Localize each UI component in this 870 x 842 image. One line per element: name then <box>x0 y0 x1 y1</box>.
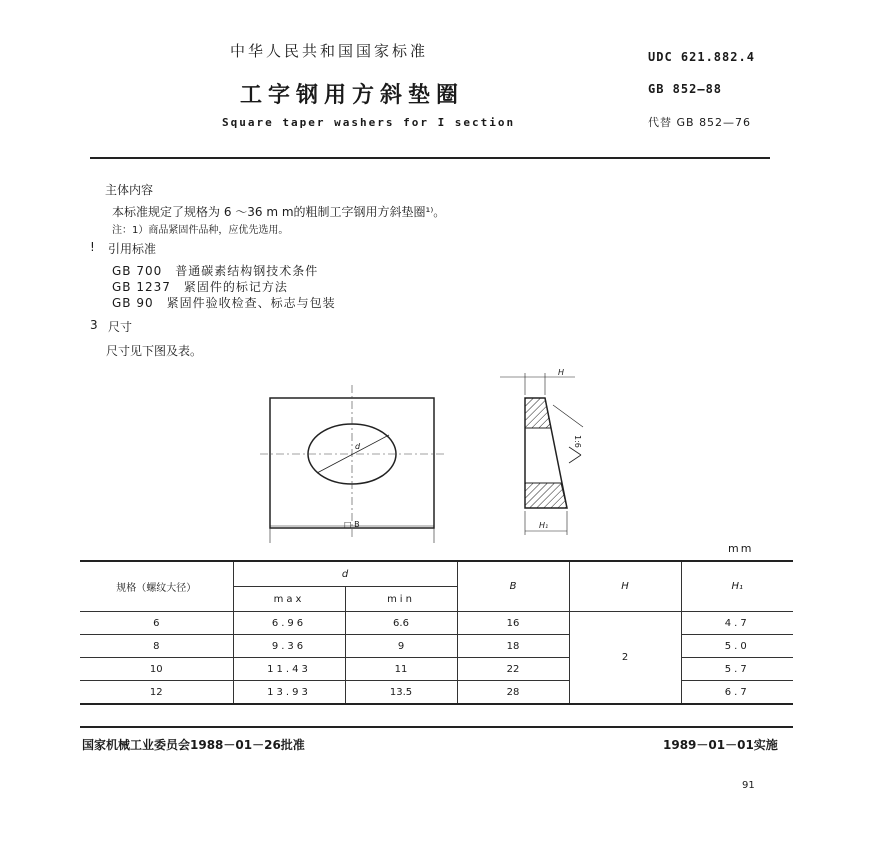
implementation-date: 1989－01－01实施 <box>663 738 778 752</box>
header-b: B <box>457 561 569 612</box>
cell-b: 16 <box>457 612 569 635</box>
section-2-title: 引用标准 <box>108 242 157 256</box>
side-view <box>500 368 583 535</box>
top-rule <box>90 157 770 159</box>
approval-note: 国家机械工业委员会1988－01－26批准 <box>82 738 305 752</box>
header-d: d <box>233 561 457 587</box>
section-3-title: 尺寸 <box>108 320 133 334</box>
cell-dmin: 6.6 <box>345 612 457 635</box>
label-slope: 1:6 <box>573 435 582 448</box>
cell-b: 18 <box>457 635 569 658</box>
section-1-text: 本标准规定了规格为 6 ～36 m m的粗制工字钢用方斜垫圈¹⁾。 <box>112 205 446 219</box>
cell-b: 22 <box>457 658 569 681</box>
cell-dmax: 9.36 <box>233 635 345 658</box>
cell-h1: 5.0 <box>681 635 793 658</box>
section-1-title: 主体内容 <box>105 183 154 197</box>
table-row <box>80 658 793 681</box>
replaces-code: 代替 GB 852—76 <box>648 116 752 129</box>
cell-h1: 6.7 <box>681 681 793 705</box>
cell-dmin: 11 <box>345 658 457 681</box>
label-b: □ B <box>344 520 360 529</box>
cell-spec: 10 <box>80 658 233 681</box>
header-h: H <box>569 561 681 612</box>
cell-dmax: 11.43 <box>233 658 345 681</box>
page-number: 91 <box>742 780 755 791</box>
header-min: min <box>345 587 457 612</box>
section-1-note: 注：1）商品紧固件品种，应优先选用。 <box>112 225 289 236</box>
cell-b: 28 <box>457 681 569 705</box>
cell-h1: 5.7 <box>681 658 793 681</box>
cell-h1: 4.7 <box>681 612 793 635</box>
label-d: d <box>355 442 361 451</box>
cell-spec: 12 <box>80 681 233 705</box>
section-2-number: ! <box>90 240 95 254</box>
cell-dmin: 9 <box>345 635 457 658</box>
gb-code: GB 852—88 <box>648 82 723 96</box>
cell-spec: 6 <box>80 612 233 635</box>
dimension-table <box>80 560 793 705</box>
reference-item: GB 90 紧固件验收检查、标志与包装 <box>112 296 336 310</box>
standard-name: 中华人民共和国国家标准 <box>230 42 429 60</box>
udc-code: UDC 621.882.4 <box>648 50 755 64</box>
table-row <box>80 681 793 705</box>
label-h1: H₁ <box>539 521 549 530</box>
cell-h: 2 <box>569 612 681 705</box>
title-cn: 工字钢用方斜垫圈 <box>240 83 465 108</box>
cell-spec: 8 <box>80 635 233 658</box>
washer-drawing <box>255 365 595 545</box>
unit-label: mm <box>728 542 754 555</box>
title-en: Square taper washers for I section <box>222 116 516 129</box>
label-h: H <box>558 368 565 377</box>
table-row <box>80 635 793 658</box>
cell-dmax: 13.93 <box>233 681 345 705</box>
section-3-number: 3 <box>90 318 98 332</box>
reference-item: GB 1237 紧固件的标记方法 <box>112 280 288 294</box>
table-row <box>80 612 793 635</box>
header-spec: 规格（螺纹大径） <box>80 561 233 612</box>
header-h1: H₁ <box>681 561 793 612</box>
reference-item: GB 700 普通碳素结构钢技术条件 <box>112 264 319 278</box>
bottom-rule <box>80 726 793 728</box>
section-3-text: 尺寸见下图及表。 <box>106 344 203 358</box>
header-max: max <box>233 587 345 612</box>
cell-dmin: 13.5 <box>345 681 457 705</box>
front-view <box>260 385 445 543</box>
cell-dmax: 6.96 <box>233 612 345 635</box>
